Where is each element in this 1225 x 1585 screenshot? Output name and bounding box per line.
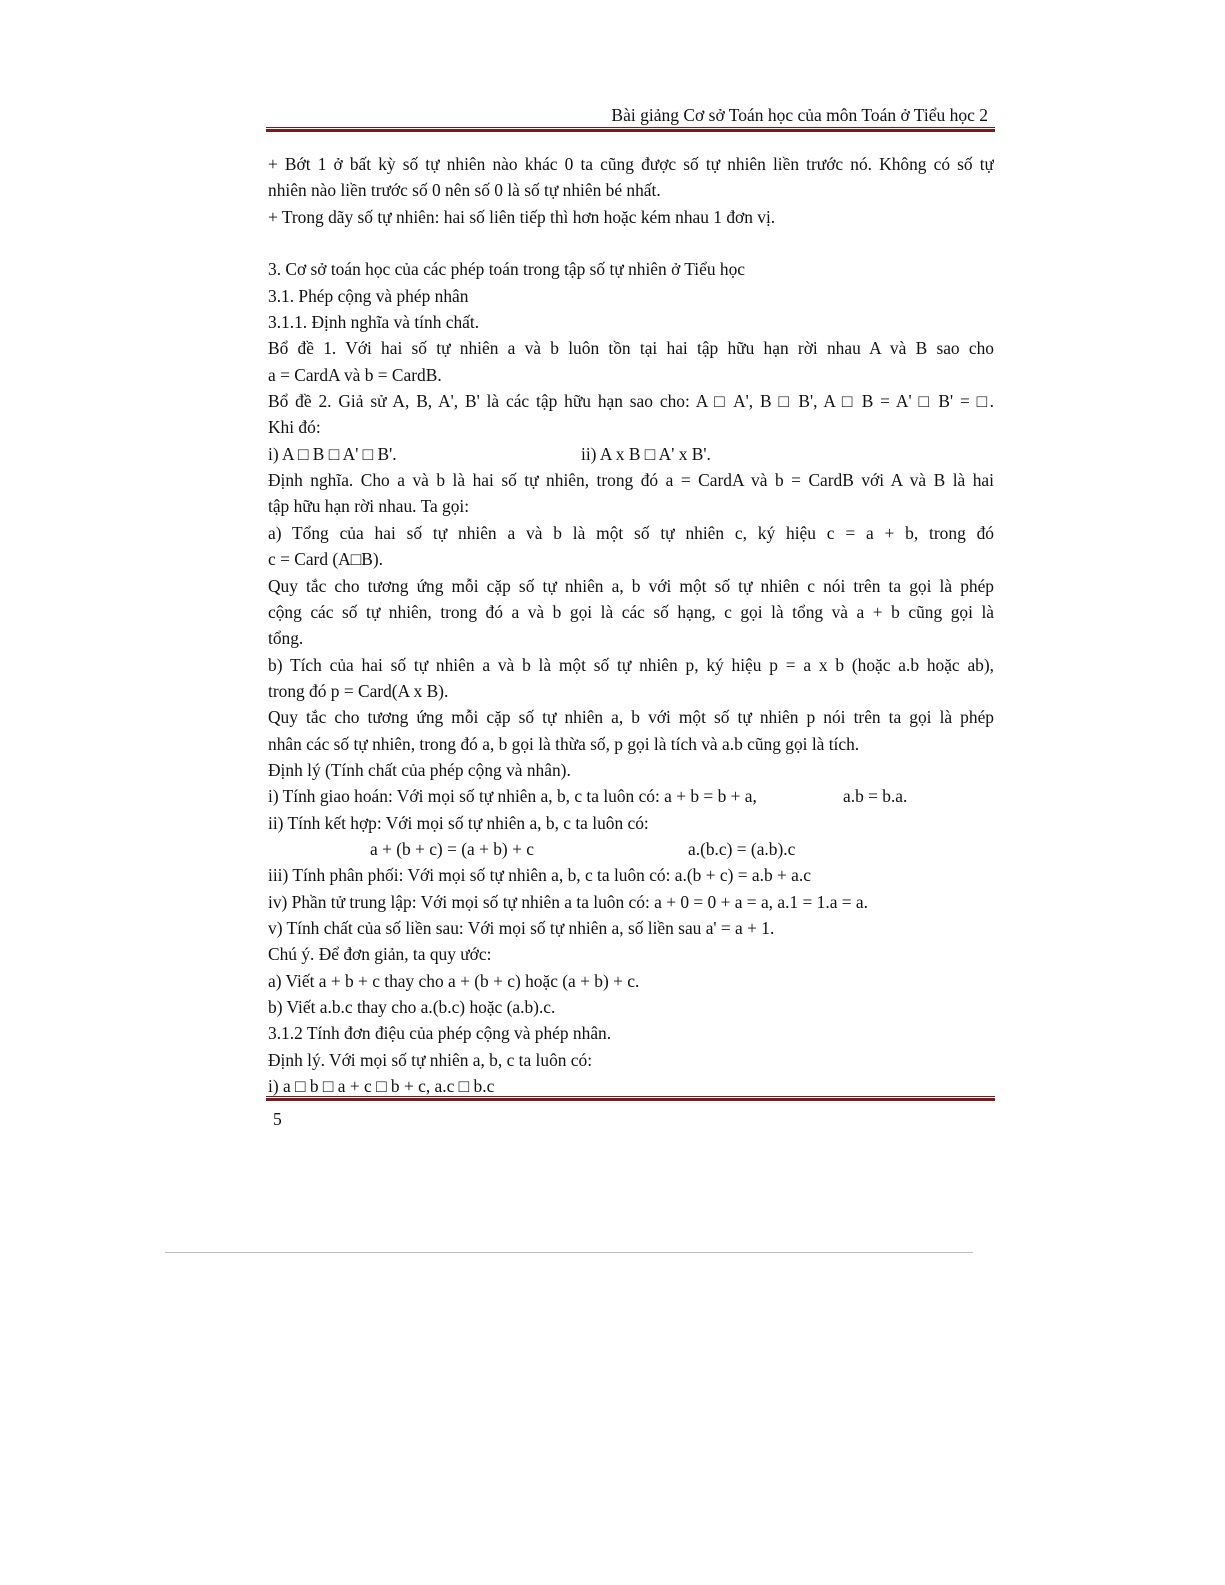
theorem-heading: Định lý. Với mọi số tự nhiên a, b, c ta luôn có: bbox=[268, 1049, 593, 1070]
note-item-b: b) Viết a.b.c thay cho a.(b.c) hoặc (a.b).c. bbox=[268, 997, 556, 1017]
lemma-2-items bbox=[268, 441, 994, 467]
rule-multiplication-line: Quy tắc cho tương ứng mỗi cặp số tự nhiên a, b với một số tự nhiên p nói trên ta gọi là phép bbox=[268, 707, 994, 728]
commutative-text: i) Tính giao hoán: Với mọi số tự nhiên a, b, c ta luôn có: a + b = b + a, bbox=[268, 786, 757, 807]
monotonic-item-i: i) a □ b □ a + c □ b + c, a.c □ b.c bbox=[268, 1076, 495, 1097]
lemma-2-line: Khi đó: bbox=[268, 417, 321, 438]
definition-sum-line: c = Card (A□B). bbox=[268, 549, 383, 570]
successor-property: v) Tính chất của số liền sau: Với mọi số tự nhiên a, số liền sau a' = a + 1. bbox=[268, 917, 775, 938]
rule-multiplication-line: nhân các số tự nhiên, trong đó a, b gọi là thừa số, p gọi là tích và a.b cũng gọi là tích. bbox=[268, 733, 860, 754]
definition-product-line: trong đó p = Card(A x B). bbox=[268, 680, 449, 701]
theorem-heading: Định lý (Tính chất của phép cộng và nhân). bbox=[268, 759, 571, 780]
header-rule bbox=[266, 127, 995, 133]
lemma-1-line: Bổ đề 1. Với hai số tự nhiên a và b luôn tồn tại hai tập hữu hạn rời nhau A và B sao cho bbox=[268, 338, 994, 359]
distributive-property: iii) Tính phân phối: Với mọi số tự nhiên a, b, c ta luôn có: a.(b + c) = a.b + a.c bbox=[268, 865, 811, 886]
note-item-a: a) Viết a + b + c thay cho a + (b + c) hoặc (a + b) + c. bbox=[268, 970, 640, 991]
definition-sum-line: a) Tổng của hai số tự nhiên a và b là một số tự nhiên c, ký hiệu c = a + b, trong đó bbox=[268, 522, 994, 543]
associative-property: ii) Tính kết hợp: Với mọi số tự nhiên a, b, c ta luôn có: bbox=[268, 812, 649, 833]
definition-line: Định nghĩa. Cho a và b là hai số tự nhiên, trong đó a = CardA và b = CardB với A và B là hai bbox=[268, 470, 994, 491]
commutative-product: a.b = b.a. bbox=[843, 786, 908, 807]
subsection-heading: 3.1. Phép cộng và phép nhân bbox=[268, 285, 469, 306]
lemma-2-line: Bổ đề 2. Giả sử A, B, A', B' là các tập hữu hạn sao cho: A □ A', B □ B', A □ B = A' □ B' = □. bbox=[268, 391, 994, 412]
rule-addition-line: cộng các số tự nhiên, trong đó a và b gọi là các số hạng, c gọi là tổng và a + b cũng gọi là bbox=[268, 601, 994, 622]
lemma-1-line: a = CardA và b = CardB. bbox=[268, 364, 442, 385]
text-line: + Bớt 1 ở bất kỳ số tự nhiên nào khác 0 ta cũng được số tự nhiên liền trước nó. Không có số tự bbox=[268, 154, 994, 174]
commutative-property bbox=[268, 783, 994, 809]
text-line: nhiên nào liền trước số 0 nên số 0 là số tự nhiên bé nhất. bbox=[268, 180, 661, 201]
note-heading: Chú ý. Để đơn giản, ta quy ước: bbox=[268, 944, 492, 965]
lemma-2-item-ii: ii) A x B □ A' x B'. bbox=[581, 443, 711, 464]
identity-element: iv) Phần tử trung lập: Với mọi số tự nhiên a ta luôn có: a + 0 = 0 + a = a, a.1 = 1.a = a. bbox=[268, 891, 868, 912]
page-body bbox=[268, 151, 994, 1099]
rule-addition-line: Quy tắc cho tương ứng mỗi cặp số tự nhiên a, b với một số tự nhiên c nói trên ta gọi là phép bbox=[268, 575, 994, 596]
section-heading: 3. Cơ sở toán học của các phép toán trong tập số tự nhiên ở Tiểu học bbox=[268, 259, 746, 280]
blank-line bbox=[268, 230, 994, 256]
page-number: 5 bbox=[273, 1109, 282, 1129]
rule-addition-line: tổng. bbox=[268, 628, 304, 649]
page-separator bbox=[165, 1252, 973, 1253]
text-line: + Trong dãy số tự nhiên: hai số liên tiếp thì hơn hoặc kém nhau 1 đơn vị. bbox=[268, 206, 776, 227]
subsubsection-heading: 3.1.2 Tính đơn điệu của phép cộng và phép nhân. bbox=[268, 1023, 612, 1044]
footer-rule bbox=[266, 1096, 995, 1102]
definition-line: tập hữu hạn rời nhau. Ta gọi: bbox=[268, 496, 470, 517]
definition-product-line: b) Tích của hai số tự nhiên a và b là một số tự nhiên p, ký hiệu p = a x b (hoặc a.b hoặc ab), bbox=[268, 654, 994, 675]
subsubsection-heading: 3.1.1. Định nghĩa và tính chất. bbox=[268, 312, 480, 333]
header-title: Bài giảng Cơ sở Toán học của môn Toán ở Tiểu học 2 bbox=[611, 105, 988, 125]
associative-product: a.(b.c) = (a.b).c bbox=[688, 838, 796, 859]
lemma-2-item-i: i) A □ B □ A' □ B'. bbox=[268, 443, 397, 464]
associative-formulas bbox=[268, 836, 994, 862]
associative-sum: a + (b + c) = (a + b) + c bbox=[370, 838, 534, 859]
